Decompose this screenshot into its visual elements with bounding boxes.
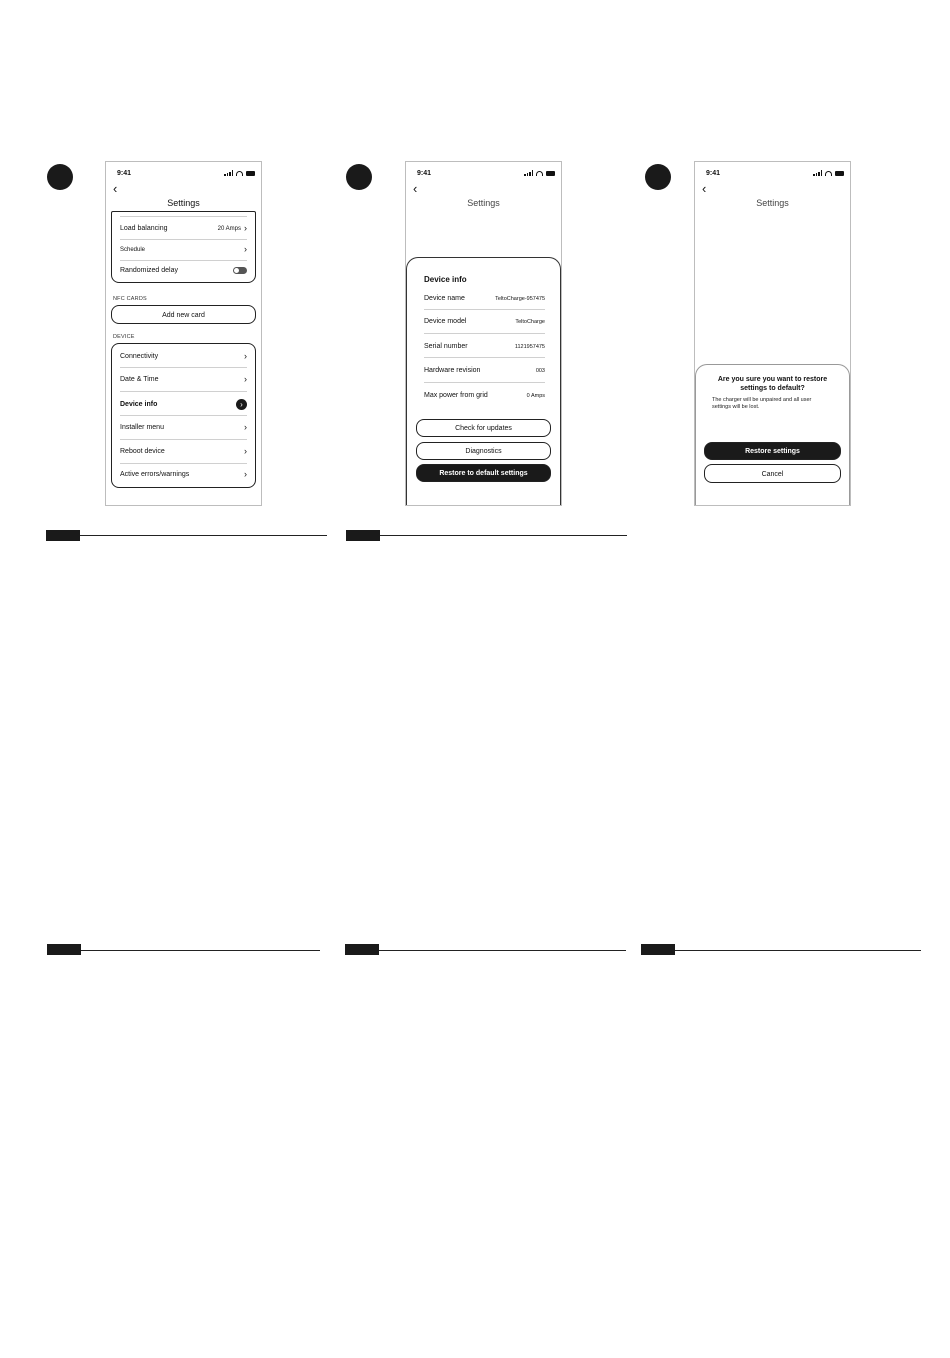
caption-tab-1	[46, 530, 80, 541]
caption-rule-3	[81, 950, 320, 951]
chevron-right-icon: ›	[244, 351, 247, 361]
page-title: Settings	[167, 198, 200, 208]
charging-settings-card	[111, 211, 256, 283]
chevron-right-icon: ›	[244, 244, 247, 254]
chevron-right-icon: ›	[236, 399, 247, 410]
wifi-icon	[536, 171, 543, 176]
info-label: Hardware revision	[424, 367, 481, 374]
row-active-errors[interactable]	[120, 470, 247, 479]
section-nfc-cards: NFC CARDS	[113, 296, 147, 302]
page-title: Settings	[467, 198, 500, 208]
chevron-right-icon: ›	[244, 469, 247, 479]
cancel-button[interactable]: Cancel	[704, 464, 841, 483]
info-row-serial-number	[424, 343, 545, 350]
battery-icon	[546, 171, 555, 176]
info-value: 1121957475	[514, 343, 545, 350]
row-label: Active errors/warnings	[120, 471, 190, 478]
info-row-max-power	[424, 392, 545, 399]
diagnostics-button[interactable]: Diagnostics	[416, 442, 551, 460]
status-icons	[524, 170, 555, 176]
phone-screen-restore-dialog	[694, 161, 851, 506]
signal-icon	[524, 170, 533, 176]
randomized-delay-toggle[interactable]	[233, 267, 247, 274]
caption-tab-3	[47, 944, 81, 955]
divider	[424, 333, 545, 334]
restore-settings-button[interactable]: Restore settings	[704, 442, 841, 460]
row-label: Device info	[120, 401, 158, 408]
row-device-info[interactable]	[120, 399, 247, 410]
chevron-right-icon: ›	[244, 446, 247, 456]
restore-confirm-sheet	[695, 364, 850, 505]
info-value: 0 Amps	[526, 392, 545, 399]
battery-icon	[246, 171, 255, 176]
divider	[424, 357, 545, 358]
info-row-device-name	[424, 295, 545, 302]
check-for-updates-button[interactable]: Check for updates	[416, 419, 551, 437]
divider	[120, 439, 247, 440]
row-value: 20 Amps	[217, 225, 241, 232]
restore-default-button[interactable]: Restore to default settings	[416, 464, 551, 482]
back-icon[interactable]: ‹	[702, 181, 707, 196]
row-reboot-device[interactable]	[120, 447, 247, 456]
dialog-title: Are you sure you want to restore settings to default?	[717, 376, 828, 392]
row-label: Randomized delay	[120, 267, 178, 274]
divider	[120, 415, 247, 416]
row-label: Load balancing	[120, 225, 168, 232]
add-new-card-button[interactable]: Add new card	[111, 305, 256, 324]
divider	[424, 382, 545, 383]
status-icons	[813, 170, 844, 176]
info-row-device-model	[424, 318, 545, 325]
divider	[120, 391, 247, 392]
sheet-title: Device info	[424, 275, 467, 284]
chevron-right-icon: ›	[244, 223, 247, 233]
row-date-time[interactable]	[120, 375, 247, 384]
divider	[424, 309, 545, 310]
divider	[120, 239, 247, 240]
row-label: Date & Time	[120, 376, 159, 383]
step-marker-1	[47, 164, 73, 190]
device-settings-card	[111, 343, 256, 488]
chevron-right-icon: ›	[244, 422, 247, 432]
wifi-icon	[825, 171, 832, 176]
caption-rule-1	[80, 535, 327, 536]
caption-rule-2	[380, 535, 627, 536]
divider	[120, 367, 247, 368]
row-label: Schedule	[120, 246, 146, 253]
caption-tab-5	[641, 944, 675, 955]
divider	[120, 463, 247, 464]
info-label: Device model	[424, 318, 467, 325]
info-value: TeltoCharge	[515, 318, 545, 325]
row-randomized-delay[interactable]	[120, 267, 247, 274]
info-value: TeltoCharge-957475	[495, 295, 545, 302]
phone-screen-device-info	[405, 161, 562, 506]
row-load-balancing[interactable]	[120, 224, 247, 233]
page-title: Settings	[756, 198, 789, 208]
wifi-icon	[236, 171, 243, 176]
divider	[120, 260, 247, 261]
phone-screen-settings	[105, 161, 262, 506]
info-label: Max power from grid	[424, 392, 488, 399]
section-device: DEVICE	[113, 334, 135, 340]
status-time: 9:41	[417, 170, 432, 177]
signal-icon	[224, 170, 233, 176]
info-label: Device name	[424, 295, 465, 302]
step-marker-3	[645, 164, 671, 190]
info-label: Serial number	[424, 343, 468, 350]
dialog-body: The charger will be unpaired and all user settings will be lost.	[712, 397, 812, 410]
battery-icon	[835, 171, 844, 176]
divider	[120, 216, 247, 217]
signal-icon	[813, 170, 822, 176]
info-row-hardware-revision	[424, 367, 545, 374]
row-installer-menu[interactable]	[120, 423, 247, 432]
row-connectivity[interactable]	[120, 352, 247, 361]
status-time: 9:41	[706, 170, 721, 177]
row-label: Connectivity	[120, 353, 159, 360]
caption-tab-4	[345, 944, 379, 955]
caption-tab-2	[346, 530, 380, 541]
caption-rule-4	[379, 950, 626, 951]
info-value: 003	[535, 367, 545, 374]
caption-rule-5	[675, 950, 921, 951]
row-label: Installer menu	[120, 424, 164, 431]
row-label: Reboot device	[120, 448, 165, 455]
row-schedule[interactable]	[120, 245, 247, 254]
device-info-sheet	[406, 257, 561, 505]
status-icons	[224, 170, 255, 176]
step-marker-2	[346, 164, 372, 190]
chevron-right-icon: ›	[244, 374, 247, 384]
back-icon[interactable]: ‹	[113, 181, 118, 196]
back-icon[interactable]: ‹	[413, 181, 418, 196]
status-time: 9:41	[117, 170, 132, 177]
